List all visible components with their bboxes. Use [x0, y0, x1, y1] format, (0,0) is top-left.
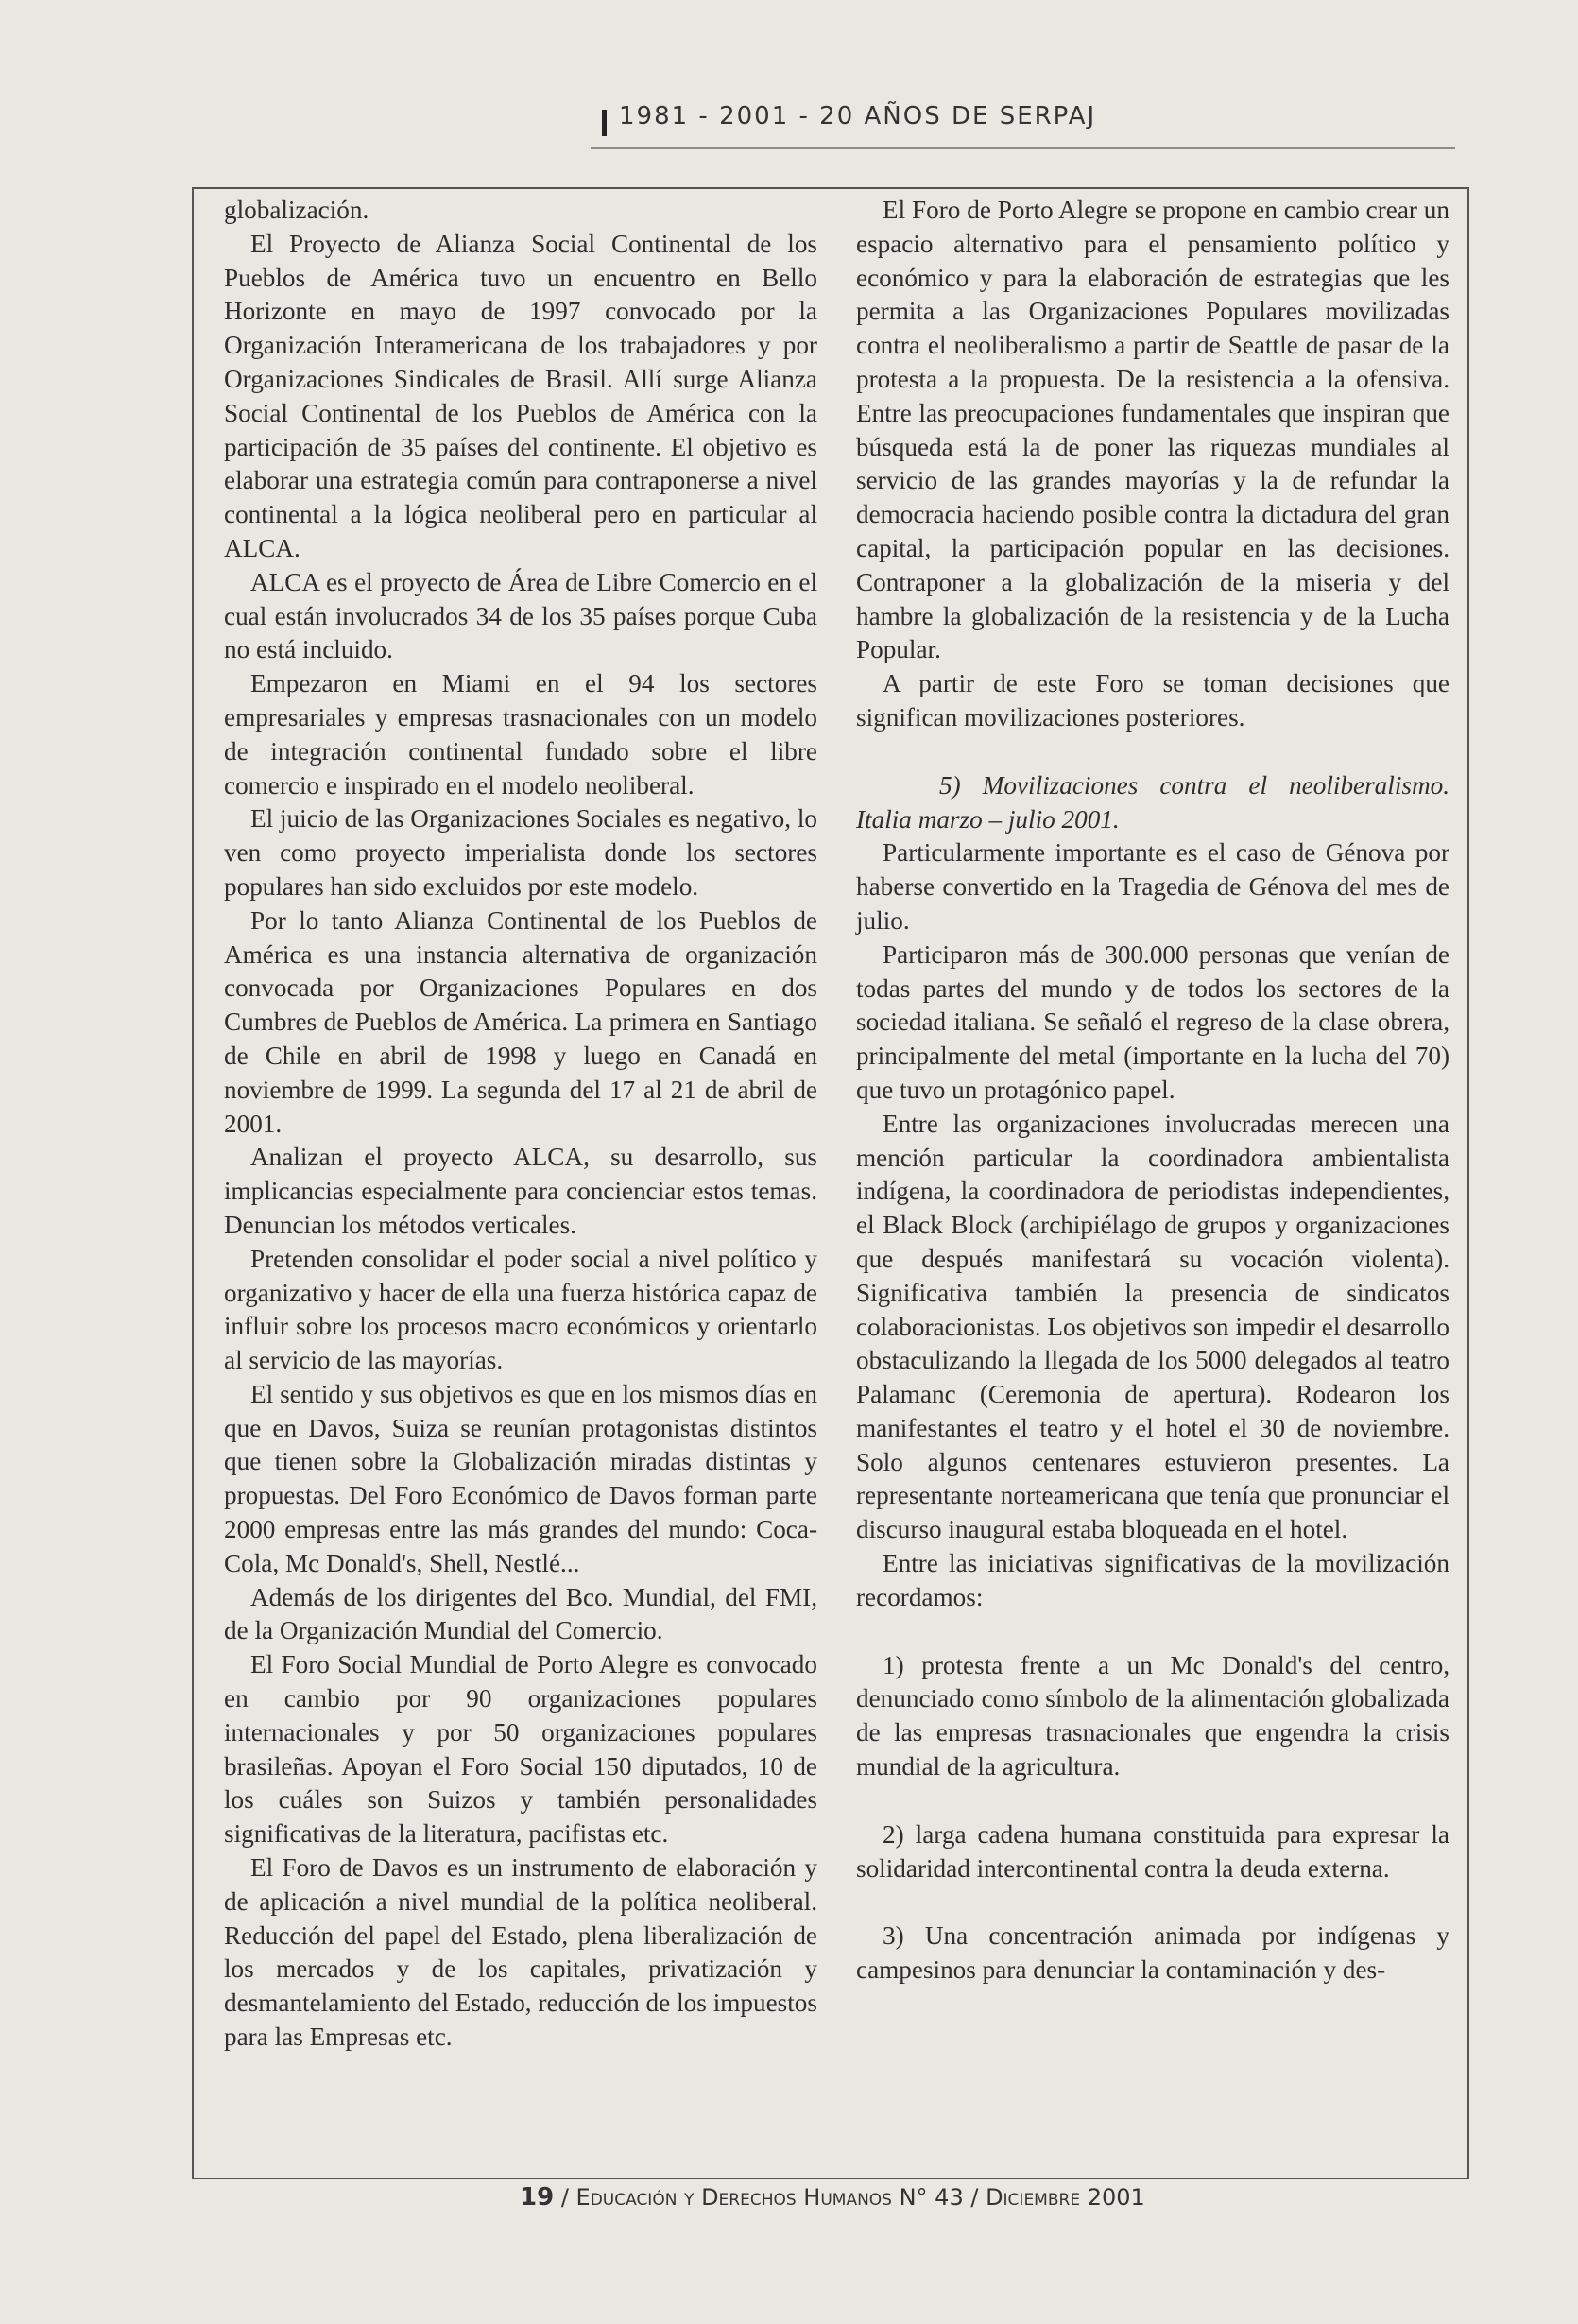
list-item: 2) larga cadena humana constituida para expresar la solidaridad intercontinental contra la deuda externa. [856, 1819, 1449, 1883]
paragraph: Analizan el proyecto ALCA, su desarrollo, sus implicancias especialmente para concienciar estos temas. Denuncian los métodos verticales. [224, 1143, 817, 1239]
paragraph: Además de los dirigentes del Bco. Mundial, del FMI, de la Organización Mundial del Comercio. [224, 1582, 817, 1645]
publication-info: / Educación y Derechos Humanos N° 43 / Diciembre 2001 [560, 2184, 1145, 2211]
paragraph: Por lo tanto Alianza Continental de los Pueblos de América es una instancia alternativa de organización convocada por Organizaciones Populares en dos Cumbres de Pueblos de América. La primera en Santiago de Chile en abril de 1998 y luego en Canadá en noviembre de 1999. La segunda del 17 al 21 de abril de 2001. [224, 905, 817, 1138]
list-item: 3) Una concentración animada por indígenas y campesinos para denunciar la contaminación y des- [856, 1921, 1449, 1985]
paragraph: El Foro de Davos es un instrumento de elaboración y de aplicación a nivel mundial de la política neoliberal. Reducción del papel del Estado, plena liberalización de los mercados y de los capitales, privatización y desmantelamiento del Estado, reducción de los impuestos para las Empresas etc. [224, 1853, 817, 2052]
list-item: 1) protesta frente a un Mc Donald's del centro, denunciado como símbolo de la alimentación globalizada de las empresas trasnacionales que engendra la crisis mundial de la agricultura. [856, 1650, 1449, 1782]
paragraph: Particularmente importante es el caso de Génova por haberse convertido en la Tragedia de Génova del mes de julio. [856, 838, 1449, 935]
page-header [591, 102, 1455, 149]
paragraph: El Proyecto de Alianza Social Continental de los Pueblos de América tuvo un encuentro en Bello Horizonte en mayo de 1997 convocado por la Organización Interamericana de los trabajadores y por Organizaciones Sindicales de Brasil. Allí surge Alianza Social Continental de los Pueblos de América con la participación de 35 países del continente. El objetivo es elaborar una estrategia común para contraponerse a nivel continental a la lógica neoliberal pero en particular al ALCA. [224, 229, 817, 562]
header-title: 1981 - 2001 - 20 AÑOS DE SERPAJ [619, 102, 1097, 130]
paragraph: ALCA es el proyecto de Área de Libre Comercio en el cual están involucrados 34 de los 35 países porque Cuba no está incluido. [224, 567, 817, 664]
left-column [224, 194, 817, 2055]
paragraph: El Foro Social Mundial de Porto Alegre es convocado en cambio por 90 organizaciones populares internacionales y por 50 organizaciones populares brasileñas. Apoyan el Foro Social 150 diputados, 10 de los cuáles son Suizos y también personalidades significativas de la literatura, pacifistas etc. [224, 1650, 817, 1849]
page-number: 19 [520, 2183, 555, 2212]
paragraph: A partir de este Foro se toman decisiones que significan movilizaciones posteriores. [856, 669, 1449, 732]
paragraph: Participaron más de 300.000 personas que venían de todas partes del mundo y de todos los sectores de la sociedad italiana. Se señaló el regreso de la clase obrera, principalmente del metal (importante en la lucha del 70) que tuvo un protagónico papel. [856, 939, 1449, 1104]
paragraph: globalización. [224, 196, 369, 224]
paragraph: Empezaron en Miami en el 94 los sectores empresariales y empresas trasnacionales con un modelo de integración continental fundado sobre el libre comercio e inspirado en el modelo neoliberal. [224, 669, 817, 800]
paragraph: El Foro de Porto Alegre se propone en cambio crear un espacio alternativo para el pensamiento político y económico y para la elaboración de estrategias que les permita a las Organizaciones Populares movilizadas contra el neoliberalismo a partir de Seattle de pasar de la protesta a la propuesta. De la resistencia a la ofensiva. Entre las preocupaciones fundamentales que inspiran que búsqueda está la de poner las riquezas mundiales al servicio de las grandes mayorías y la de refundar la democracia haciendo posible contra la dictadura del gran capital, la participación popular en las decisiones. Contraponer a la globalización de la miseria y del hambre la globalización de la resistencia y de la Lucha Popular. [856, 196, 1449, 664]
paragraph: Entre las iniciativas significativas de la movilización recordamos: [856, 1549, 1449, 1611]
page-footer [520, 2183, 1181, 2221]
paragraph: Pretenden consolidar el poder social a nivel político y organizativo y hacer de ella una fuerza histórica capaz de influir sobre los procesos macro económicos y orientarlo al servicio de las mayorías. [224, 1244, 817, 1375]
paragraph: El sentido y sus objetivos es que en los mismos días en que en Davos, Suiza se reunían protagonistas distintos que tienen sobre la Globalización miradas distintas y propuestas. Del Foro Económico de Davos forman parte 2000 empresas entre las más grandes del mundo: Coca- Cola, Mc Donald's, Shell, Nestlé... [224, 1379, 817, 1577]
paragraph: El juicio de las Organizaciones Sociales es negativo, lo ven como proyecto imperialista donde los sectores populares han sido excluidos por este modelo. [224, 804, 817, 901]
section-heading: 5) Movilizaciones contra el neoliberalismo. Italia marzo – julio 2001. [856, 770, 1449, 834]
paragraph: Entre las organizaciones involucradas merecen una mención particular la coordinadora ambientalista indígena, la coordinadora de periodistas independientes, el Black Block (archipiélago de grupos y organizaciones que después manifestará su vocación violenta). Significativa también la presencia de sindicatos colaboracionistas. Los objetivos son impedir el desarrollo obstaculizando la llegada de los 5000 delegados al teatro Palamanc (Ceremonia de apertura). Rodearon los manifestantes el teatro y el hotel el 30 de noviembre. Solo algunos centenares estuvieron presentes. La representante norteamericana que tenía que pronunciar el discurso inaugural estaba bloqueada en el hotel. [856, 1109, 1449, 1544]
header-bar [602, 110, 607, 136]
right-column [856, 194, 1449, 1988]
